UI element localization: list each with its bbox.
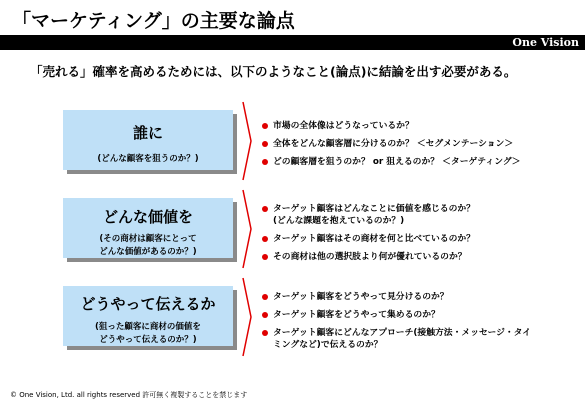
copyright-footer: © One Vision, Ltd. all rights reserved 許可無く複製することを禁じます: [10, 391, 248, 399]
bullet-list-how: [262, 291, 582, 357]
point-subtext-line: (狙った顧客に商材の価値を: [95, 322, 201, 332]
point-subtext: [63, 233, 233, 259]
bullet-item: どの顧客層を狙うのか？ or 狙えるのか？ ＜ターゲティング＞: [262, 156, 582, 168]
bullet-item: 全体をどんな顧客層に分けるのか？ ＜セグメンテーション＞: [262, 138, 582, 150]
bullet-dot-icon: [262, 123, 268, 129]
point-subtext-line: どんな価値があるのか？): [99, 247, 197, 257]
point-heading: どんな価値を: [102, 208, 193, 226]
point-box-value: [63, 198, 233, 258]
bullet-item: ターゲット顧客にどんなアプローチ(接触方法・メッセージ・タイ ミングなど)で伝えるのか？: [262, 327, 582, 351]
bullet-item: ターゲット顧客はどんなことに価値を感じるのか？ (どんな課題を抱えているのか？): [262, 203, 582, 227]
brand-bar: [0, 35, 585, 50]
chevron-right-icon: [242, 101, 252, 181]
point-box-who: [63, 110, 233, 170]
bullet-dot-icon: [262, 330, 268, 336]
bullet-dot-icon: [262, 141, 268, 147]
bullet-dot-icon: [262, 254, 268, 260]
point-subtext-line: (その商材は顧客にとって: [99, 234, 197, 244]
slide-title: 「マーケティング」の主要な論点: [12, 10, 295, 32]
point-subtext-line: どうやって伝えるのか？): [99, 335, 197, 345]
chevron-right-icon: [242, 189, 252, 269]
point-heading: どうやって伝えるか: [80, 295, 216, 313]
point-subtext: [63, 321, 233, 347]
bullet-list-who: [262, 120, 582, 174]
point-subtext-line: (どんな顧客を狙うのか？): [97, 154, 199, 164]
lead-statement: 「売れる」確率を高めるためには、以下のようなこと(論点)に結論を出す必要がある。: [30, 64, 517, 79]
bullet-item: ターゲット顧客をどうやって見分けるのか？: [262, 291, 582, 303]
chevron-right-icon: [242, 277, 252, 357]
bullet-item: ターゲット顧客をどうやって集めるのか？: [262, 309, 582, 321]
brand-logo-text: One Vision: [512, 36, 579, 49]
bullet-item: ターゲット顧客はその商材を何と比べているのか？: [262, 233, 582, 245]
bullet-dot-icon: [262, 236, 268, 242]
bullet-dot-icon: [262, 206, 268, 212]
point-heading: 誰に: [132, 124, 163, 142]
bullet-dot-icon: [262, 312, 268, 318]
bullet-list-value: [262, 203, 582, 269]
bullet-dot-icon: [262, 294, 268, 300]
bullet-item: その商材は他の選択肢より何が優れているのか？: [262, 251, 582, 263]
point-box-how: [63, 286, 233, 346]
bullet-dot-icon: [262, 159, 268, 165]
point-subtext: [63, 153, 233, 166]
bullet-item: 市場の全体像はどうなっているか？: [262, 120, 582, 132]
